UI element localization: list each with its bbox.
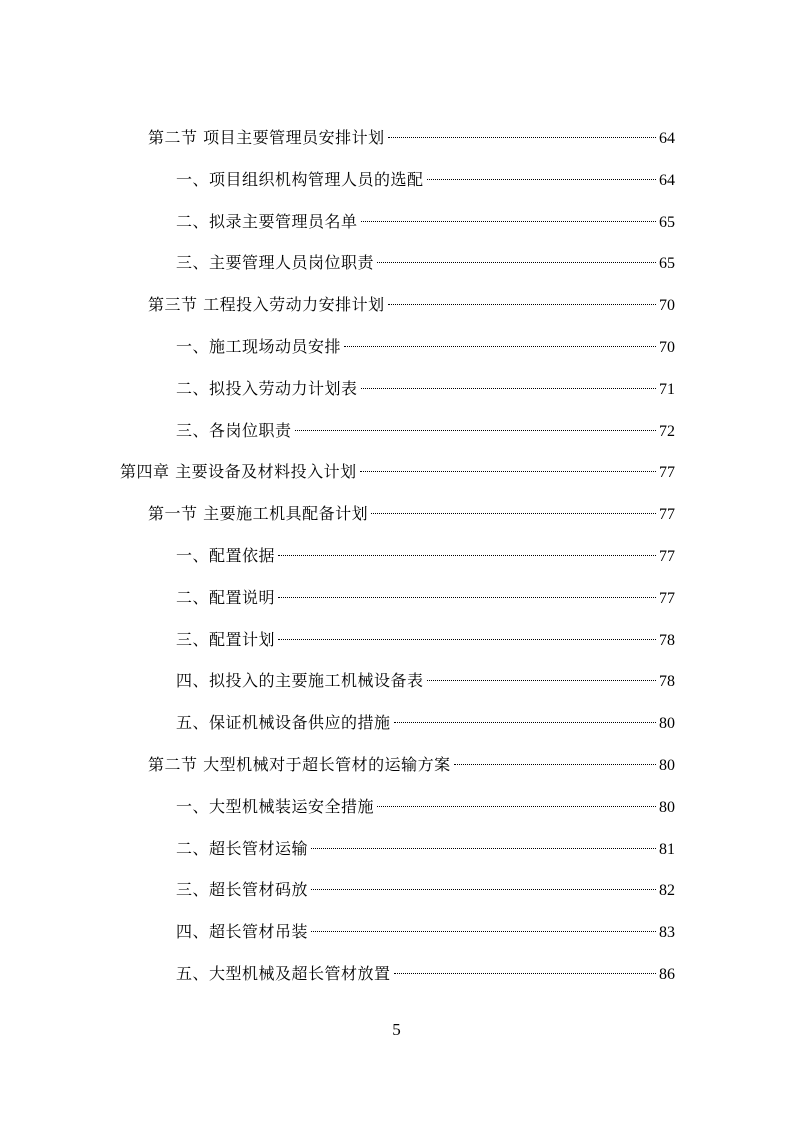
toc-entry[interactable] [0,660,793,702]
toc-entry-page: 70 [659,297,675,315]
toc-entry-title: 二、拟录主要管理员名单 [176,211,358,231]
toc-dot-leader [361,388,656,389]
toc-entry-title: 二、超长管材运输 [176,838,309,858]
toc-entry-page: 81 [659,840,675,858]
toc-dot-leader [311,889,656,890]
toc-entry-title: 第三节 工程投入劳动力安排计划 [148,295,385,315]
toc-entry[interactable] [0,911,793,953]
toc-entry-page: 80 [659,715,675,733]
toc-entry[interactable] [0,828,793,870]
toc-entry-title: 四、拟投入的主要施工机械设备表 [176,671,424,691]
toc-entry[interactable] [0,619,793,661]
toc-entry-title: 第二节 项目主要管理员安排计划 [148,128,385,147]
toc-entry-page: 77 [659,464,675,482]
toc-entry-page: 78 [659,631,675,649]
toc-entry[interactable] [0,117,793,159]
toc-entry-page: 77 [659,589,675,607]
toc-entry-page: 82 [659,882,675,900]
toc-entry-page: 78 [659,673,675,691]
toc-dot-leader [361,221,656,222]
toc-entry[interactable] [0,284,793,326]
toc-dot-leader [394,973,656,974]
toc-entry-title: 一、大型机械装运安全措施 [176,796,375,816]
toc-entry-page: 77 [659,506,675,524]
toc-entry[interactable] [0,786,793,828]
toc-entry-title: 三、主要管理人员岗位职责 [176,253,375,273]
toc-dot-leader [311,931,656,932]
toc-entry[interactable] [0,451,793,493]
toc-dot-leader [388,304,656,305]
toc-entry-title: 五、大型机械及超长管材放置 [176,963,391,983]
toc-entry[interactable] [0,577,793,619]
toc-entry-title: 五、保证机械设备供应的措施 [176,713,391,733]
toc-dot-leader [454,764,656,765]
toc-entry-page: 70 [659,338,675,356]
toc-entry[interactable] [0,869,793,911]
toc-entry-page: 86 [659,965,675,983]
toc-entry[interactable] [0,493,793,535]
table-of-contents [0,117,793,995]
toc-entry[interactable] [0,953,793,995]
toc-entry[interactable] [0,410,793,452]
toc-entry-page: 80 [659,798,675,816]
toc-entry[interactable] [0,159,793,201]
toc-dot-leader [427,680,656,681]
page-number: 5 [392,1020,401,1039]
toc-dot-leader [344,346,656,347]
toc-dot-leader [295,430,656,431]
toc-entry-page: 71 [659,380,675,398]
toc-entry[interactable] [0,535,793,577]
toc-entry-title: 第二节 大型机械对于超长管材的运输方案 [148,754,451,774]
toc-entry-title: 四、超长管材吊装 [176,922,309,942]
toc-dot-leader [278,639,656,640]
toc-entry-page: 72 [659,422,675,440]
toc-entry-page: 64 [659,171,675,189]
toc-entry-title: 一、项目组织机构管理人员的选配 [176,169,424,189]
toc-dot-leader [360,471,656,472]
toc-entry[interactable] [0,242,793,284]
toc-entry-title: 二、拟投入劳动力计划表 [176,378,358,398]
toc-entry[interactable] [0,744,793,786]
toc-entry-title: 一、配置依据 [176,545,276,565]
toc-dot-leader [278,597,656,598]
toc-dot-leader [278,555,656,556]
toc-entry-title: 三、超长管材码放 [176,880,309,900]
toc-entry-title: 第四章 主要设备及材料投入计划 [120,462,357,482]
toc-dot-leader [377,262,656,263]
toc-entry-page: 65 [659,255,675,273]
toc-dot-leader [427,179,656,180]
toc-entry-title: 三、各岗位职责 [176,420,292,440]
toc-entry-title: 第一节 主要施工机具配备计划 [148,504,369,524]
toc-entry-page: 77 [659,547,675,565]
toc-entry[interactable] [0,326,793,368]
toc-entry[interactable] [0,201,793,243]
toc-entry-title: 二、配置说明 [176,587,276,607]
toc-dot-leader [371,513,656,514]
toc-entry-page: 64 [659,130,675,147]
toc-entry-page: 80 [659,756,675,774]
toc-entry[interactable] [0,702,793,744]
toc-entry[interactable] [0,368,793,410]
toc-entry-page: 83 [659,924,675,942]
toc-dot-leader [388,137,656,138]
toc-dot-leader [394,722,656,723]
toc-entry-title: 一、施工现场动员安排 [176,336,342,356]
toc-dot-leader [311,848,656,849]
toc-entry-title: 三、配置计划 [176,629,276,649]
toc-entry-page: 65 [659,213,675,231]
toc-dot-leader [377,806,656,807]
